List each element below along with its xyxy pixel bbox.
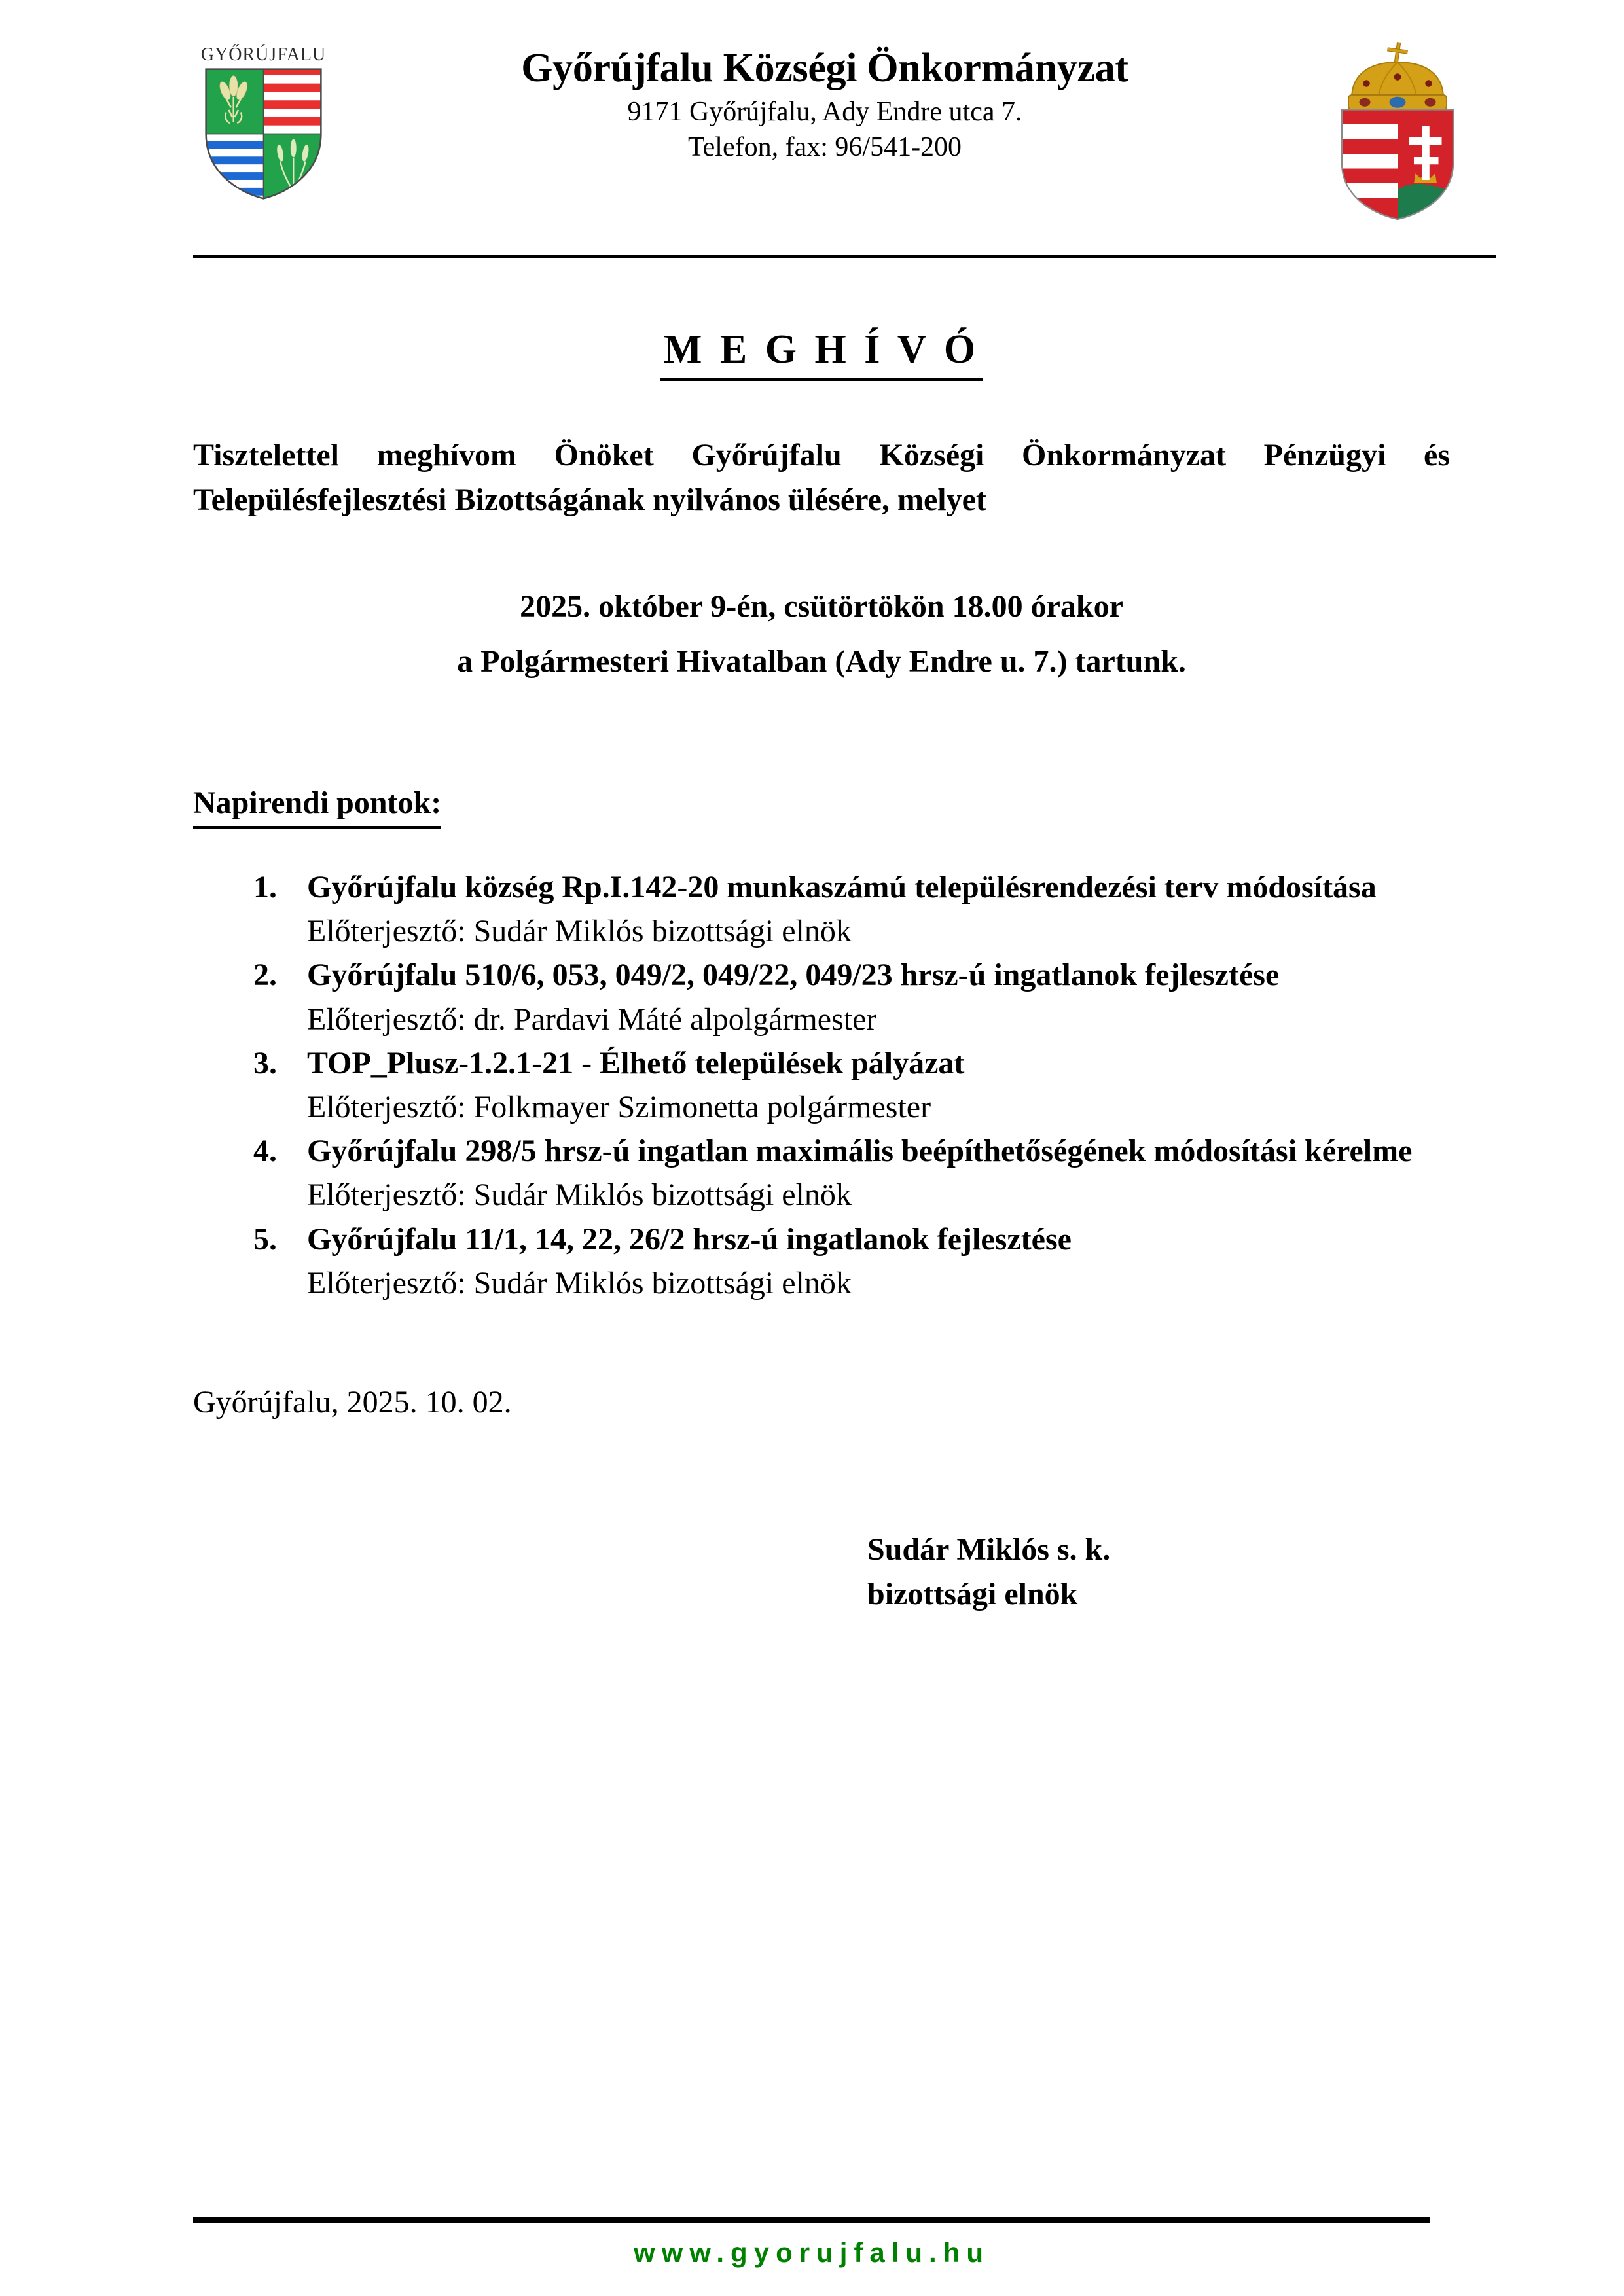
agenda-heading xyxy=(193,784,1450,829)
website-url[interactable]: www.gyorujfalu.hu xyxy=(633,2237,990,2268)
list-item xyxy=(285,865,1450,953)
agenda-heading-text: Napirendi pontok: xyxy=(193,784,441,829)
footer-divider xyxy=(193,2217,1430,2223)
agenda-item-presenter: Előterjesztő: Sudár Miklós bizottsági elnök xyxy=(307,1177,852,1213)
document-heading-text: M E G H Í V Ó xyxy=(660,327,983,381)
letterhead-header xyxy=(193,26,1496,223)
agenda-item-title: 2. Győrújfalu 510/6, 053, 049/2, 049/22, 049/23 hrsz-ú ingatlanok fejlesztése xyxy=(307,958,1280,993)
agenda-list xyxy=(193,865,1450,1305)
agenda-item-title: 1. Győrújfalu község Rp.I.142-20 munkaszámú településrendezési terv módosítása xyxy=(307,870,1377,905)
document-body xyxy=(193,308,1450,1617)
agenda-item-presenter: Előterjesztő: Folkmayer Szimonetta polgármester xyxy=(307,1089,931,1124)
meeting-datetime: 2025. október 9-én, csütörtökön 18.00 órakor xyxy=(520,588,1123,624)
office-address: 9171 Győrújfalu, Ady Endre utca 7. xyxy=(627,97,1022,128)
gyorujfalu-coat-of-arms-icon xyxy=(203,67,324,201)
agenda-item-presenter: Előterjesztő: Sudár Miklós bizottsági elnök xyxy=(307,914,852,949)
list-item xyxy=(285,1129,1450,1217)
meeting-time-block xyxy=(193,583,1450,687)
invitation-intro-paragraph: Tisztelettel meghívom Önöket Győrújfalu Községi Önkormányzat Pénzügyi és Településfejlesztési Bizottságának nyilvános ülésére, melyet xyxy=(193,438,1450,518)
agenda-item-title: 3. TOP_Plusz-1.2.1-21 - Élhető települések pályázat xyxy=(307,1045,965,1081)
list-item xyxy=(285,953,1450,1041)
list-item xyxy=(285,1041,1450,1129)
hungary-coat-of-arms-icon xyxy=(1316,33,1479,223)
place-and-date: Győrújfalu, 2025. 10. 02. xyxy=(193,1384,512,1420)
crest-caption: GYŐRÚJFALU xyxy=(200,45,327,65)
signatory-name: Sudár Miklós s. k. xyxy=(867,1532,1111,1568)
agenda-item-presenter: Előterjesztő: dr. Pardavi Máté alpolgármester xyxy=(307,1001,877,1037)
agenda-item-title: 4. Győrújfalu 298/5 hrsz-ú ingatlan maximális beépíthetőségének módosítási kérelme xyxy=(307,1134,1413,1169)
header-divider xyxy=(193,255,1496,258)
office-phone: Telefon, fax: 96/541-200 xyxy=(687,132,962,163)
agenda-item-title: 5. Győrújfalu 11/1, 14, 22, 26/2 hrsz-ú ingatlanok fejlesztése xyxy=(307,1221,1072,1257)
meeting-location: a Polgármesteri Hivatalban (Ady Endre u. 7.) tartunk. xyxy=(457,644,1186,679)
list-item xyxy=(285,1217,1450,1305)
agenda-item-presenter: Előterjesztő: Sudár Miklós bizottsági elnök xyxy=(307,1265,852,1300)
signature-block xyxy=(193,1528,1450,1617)
gyorujfalu-crest-block xyxy=(193,46,334,209)
document-heading xyxy=(193,327,1450,381)
page-title: Győrújfalu Községi Önkormányzat xyxy=(521,46,1128,90)
signatory-role: bizottsági elnök xyxy=(867,1577,1078,1612)
letterhead-text-block xyxy=(344,46,1306,166)
